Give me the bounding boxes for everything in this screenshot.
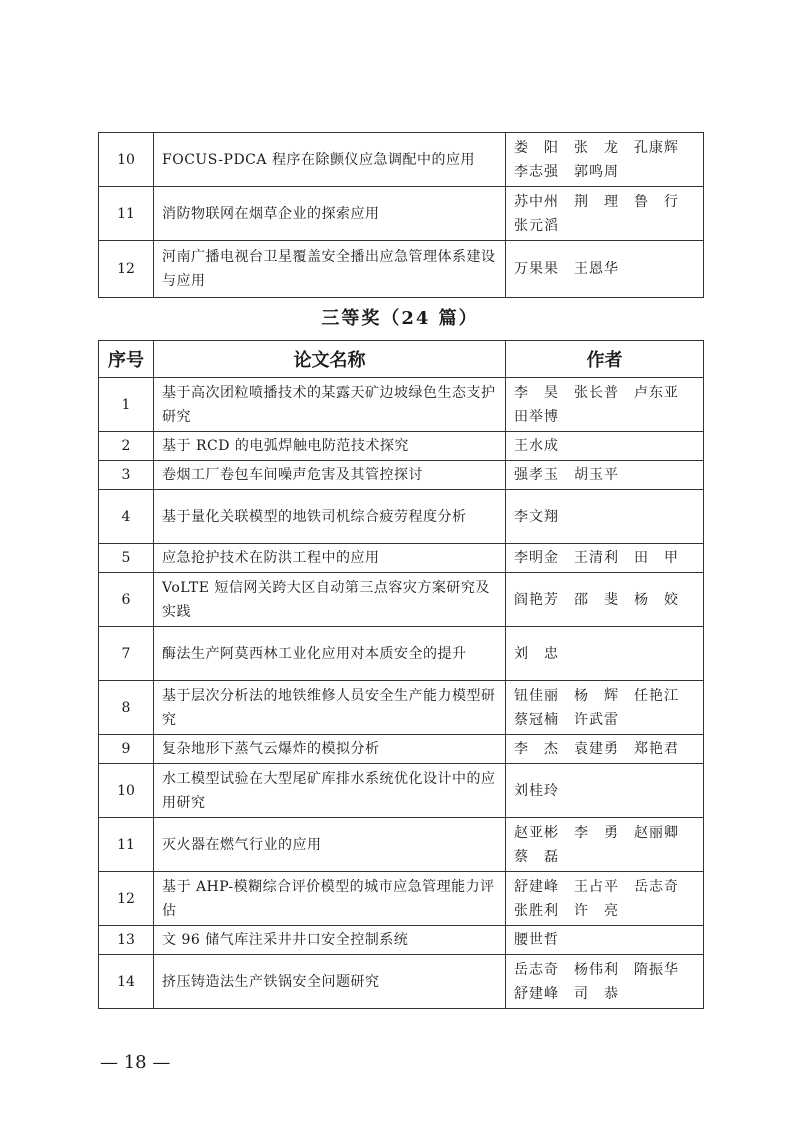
row-number: 14 <box>99 955 154 1009</box>
paper-authors <box>506 573 704 627</box>
header-authors: 作者 <box>506 341 704 378</box>
paper-title: VoLTE 短信网关跨大区自动第三点容灾方案研究及实践 <box>154 573 506 627</box>
author-line: 刘桂玲 <box>514 782 559 799</box>
paper-title: 挤压铸造法生产铁锅安全问题研究 <box>154 955 506 1009</box>
paper-authors <box>506 461 704 490</box>
paper-authors <box>506 627 704 681</box>
paper-title: 酶法生产阿莫西林工业化应用对本质安全的提升 <box>154 627 506 681</box>
paper-title: 消防物联网在烟草企业的探索应用 <box>154 187 506 241</box>
top-award-table <box>98 132 704 298</box>
page-number: — 18 — <box>100 1052 171 1073</box>
row-number: 2 <box>99 432 154 461</box>
paper-authors <box>506 490 704 544</box>
author-line: 岳志奇 杨伟利 隋振华 <box>514 961 679 978</box>
paper-authors <box>506 187 704 241</box>
author-line: 钮佳丽 杨 辉 任艳江 <box>514 687 679 704</box>
header-title: 论文名称 <box>154 341 506 378</box>
paper-title: 河南广播电视台卫星覆盖安全播出应急管理体系建设与应用 <box>154 241 506 298</box>
author-line: 蔡冠楠 许武雷 <box>514 711 619 728</box>
paper-authors <box>506 241 704 298</box>
table-row <box>99 872 704 926</box>
table-row <box>99 735 704 764</box>
row-number: 11 <box>99 818 154 872</box>
author-line: 娄 阳 张 龙 孔康辉 <box>514 139 679 156</box>
table-row <box>99 133 704 187</box>
table-row <box>99 627 704 681</box>
author-line: 田举博 <box>514 408 559 425</box>
table-row <box>99 573 704 627</box>
table-row <box>99 461 704 490</box>
author-line: 王水成 <box>514 438 559 454</box>
author-line: 李文翔 <box>514 508 559 525</box>
table-row <box>99 818 704 872</box>
paper-title: 基于 AHP-模糊综合评价模型的城市应急管理能力评估 <box>154 872 506 926</box>
paper-title: 基于高次团粒喷播技术的某露天矿边坡绿色生态支护研究 <box>154 378 506 432</box>
author-line: 张元滔 <box>514 217 559 234</box>
paper-authors <box>506 872 704 926</box>
row-number: 13 <box>99 926 154 955</box>
row-number: 12 <box>99 872 154 926</box>
author-line: 舒建峰 王占平 岳志奇 <box>514 878 679 895</box>
author-line: 李 杰 袁建勇 郑艳君 <box>514 741 679 757</box>
paper-title: 基于层次分析法的地铁维修人员安全生产能力模型研究 <box>154 681 506 735</box>
author-line: 刘 忠 <box>514 645 559 662</box>
table-row <box>99 378 704 432</box>
paper-authors <box>506 764 704 818</box>
table-row <box>99 490 704 544</box>
author-line: 腰世哲 <box>514 932 559 948</box>
author-line: 万果果 王恩华 <box>514 261 619 277</box>
paper-authors <box>506 818 704 872</box>
paper-authors <box>506 544 704 573</box>
table-row <box>99 544 704 573</box>
paper-authors <box>506 378 704 432</box>
author-line: 张胜利 许 亮 <box>514 902 619 919</box>
row-number: 1 <box>99 378 154 432</box>
row-number: 6 <box>99 573 154 627</box>
row-number: 7 <box>99 627 154 681</box>
row-number: 11 <box>99 187 154 241</box>
row-number: 10 <box>99 133 154 187</box>
paper-title: 文 96 储气库注采井井口安全控制系统 <box>154 926 506 955</box>
row-number: 5 <box>99 544 154 573</box>
paper-title: 卷烟工厂卷包车间噪声危害及其管控探讨 <box>154 461 506 490</box>
table-row <box>99 681 704 735</box>
row-number: 4 <box>99 490 154 544</box>
author-line: 阎艳芳 邵 斐 杨 姣 <box>514 591 679 608</box>
author-line: 强孝玉 胡玉平 <box>514 467 619 483</box>
author-line: 赵亚彬 李 勇 赵丽卿 <box>514 824 679 841</box>
paper-authors <box>506 955 704 1009</box>
author-line: 蔡 磊 <box>514 848 559 865</box>
section-title: 三等奖（24 篇） <box>321 308 479 329</box>
row-number: 9 <box>99 735 154 764</box>
author-line: 舒建峰 司 恭 <box>514 985 619 1002</box>
row-number: 8 <box>99 681 154 735</box>
paper-title: 应急抢护技术在防洪工程中的应用 <box>154 544 506 573</box>
paper-title: FOCUS-PDCA 程序在除颤仪应急调配中的应用 <box>154 133 506 187</box>
header-num: 序号 <box>99 341 154 378</box>
paper-title: 复杂地形下蒸气云爆炸的模拟分析 <box>154 735 506 764</box>
paper-title: 基于 RCD 的电弧焊触电防范技术探究 <box>154 432 506 461</box>
paper-authors <box>506 926 704 955</box>
row-number: 12 <box>99 241 154 298</box>
row-number: 3 <box>99 461 154 490</box>
paper-authors <box>506 681 704 735</box>
author-line: 李明金 王清利 田 甲 <box>514 550 679 566</box>
row-number: 10 <box>99 764 154 818</box>
table-header-row <box>99 341 704 378</box>
paper-title: 水工模型试验在大型尾矿库排水系统优化设计中的应用研究 <box>154 764 506 818</box>
paper-authors <box>506 735 704 764</box>
table-row <box>99 764 704 818</box>
table-row <box>99 926 704 955</box>
author-line: 李 昊 张长普 卢东亚 <box>514 384 679 401</box>
third-prize-table <box>98 340 704 1009</box>
paper-title: 基于量化关联模型的地铁司机综合疲劳程度分析 <box>154 490 506 544</box>
paper-authors <box>506 432 704 461</box>
author-line: 李志强 郭鸣周 <box>514 163 619 180</box>
table-row <box>99 432 704 461</box>
paper-authors <box>506 133 704 187</box>
table-row <box>99 955 704 1009</box>
author-line: 苏中州 荆 理 鲁 行 <box>514 193 679 210</box>
table-row <box>99 187 704 241</box>
table-row <box>99 241 704 298</box>
paper-title: 灭火器在燃气行业的应用 <box>154 818 506 872</box>
